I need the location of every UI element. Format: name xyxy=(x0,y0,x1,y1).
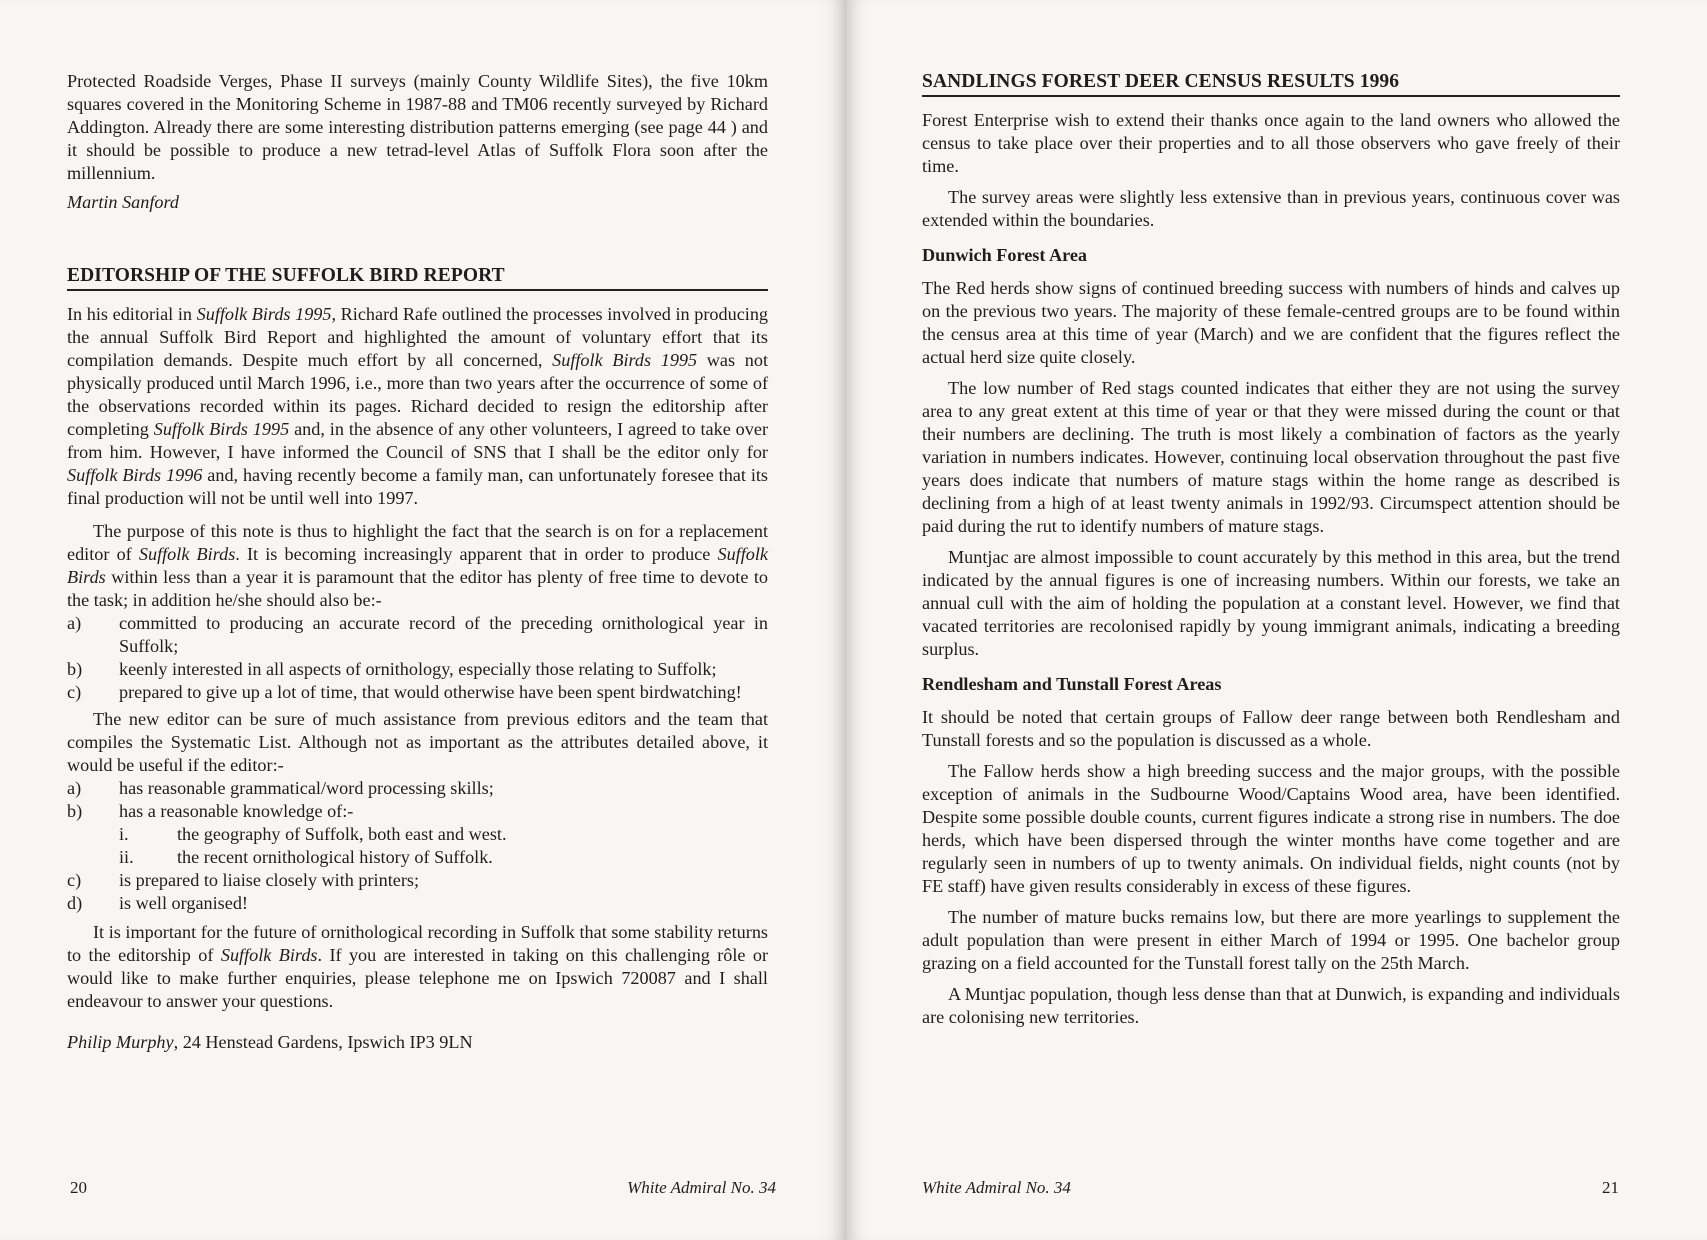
list-item xyxy=(67,777,768,800)
editorship-paragraph-1 xyxy=(67,303,768,510)
list-text: is well organised! xyxy=(119,893,248,913)
census-paragraph-7: The Fallow herds show a high breeding success and the major groups, with the possible exception of animals in the Sudbourne Wood/Captains Wood area, have been identified. Despite some possible double counts, current figures indicate a strong rise in numbers. The doe herds, which have been dispersed through the winter months have come together and are regularly seen in numbers of up to twenty animals. On individual fields, night counts (not by FE staff) have given results considerably in excess of these figures. xyxy=(922,761,1620,896)
sub-list-item xyxy=(67,823,768,846)
census-paragraph-8: The number of mature bucks remains low, but there are more yearlings to supplement the adult population than were present in either March of 1994 or 1995. One bachelor group grazing on a field accounted for the Tunstall forest tally on the 25th March. xyxy=(922,907,1620,973)
text-run: . It is becoming increasingly apparent that in order to produce xyxy=(235,544,718,564)
useful-skills-list xyxy=(67,777,768,915)
italic-title: Suffolk Birds 1995 xyxy=(153,419,290,439)
sub-list-item xyxy=(67,846,768,869)
intro-paragraph: Protected Roadside Verges, Phase II surveys (mainly County Wildlife Sites), the five 10km squares covered in the Monitoring Scheme in 1987-88 and TM06 recently surveyed by Richard Addington. Already there are some interesting distribution patterns emerging (see page 44 ) and it should be possible to produce a new tetrad-level Atlas of Suffolk Flora soon after the millennium. xyxy=(67,71,768,183)
list-text: keenly interested in all aspects of ornithology, especially those relating to Suffolk; xyxy=(119,659,717,679)
editorship-paragraph-2 xyxy=(67,520,768,612)
census-paragraph-2: The survey areas were slightly less extensive than in previous years, continuous cover was extended within the boundaries. xyxy=(922,187,1620,230)
journal-name-right: White Admiral No. 34 xyxy=(922,1178,1071,1197)
italic-title: Suffolk Birds xyxy=(220,945,318,965)
census-paragraph-4: The low number of Red stags counted indicates that either they are not using the survey area to any great extent at this time of year or that they were missed during the count or that their numbers are declining. The truth is most likely a combination of factors as the yearly variation in numbers indicates. However, continuing local observation throughout the past five years does indicate that numbers of mature stags within the home range as described is declining from a high of at least twenty animals in 1992/93. Circumspect attention should be paid during the rut to identify numbers of mature stags. xyxy=(922,378,1620,536)
list-text: the recent ornithological history of Suffolk. xyxy=(177,847,493,867)
text-run: , Richard Rafe outlined the processes involved in producing the annual Suffolk Bird Report and highlighted the amount of voluntary effort that its compilation demands. Despite much effort by all concerned, xyxy=(67,304,769,370)
list-text: the geography of Suffolk, both east and west. xyxy=(177,824,507,844)
list-marker: b) xyxy=(67,659,83,679)
list-marker: a) xyxy=(67,778,82,798)
list-text: prepared to give up a lot of time, that would otherwise have been spent birdwatching! xyxy=(119,682,742,702)
list-marker: a) xyxy=(67,613,82,633)
editorship-heading: EDITORSHIP OF THE SUFFOLK BIRD REPORT xyxy=(67,264,768,291)
italic-title: Suffolk Birds xyxy=(67,544,768,587)
list-item xyxy=(67,658,768,681)
list-text: has a reasonable knowledge of:- xyxy=(119,801,354,821)
list-text: is prepared to liaise closely with printers; xyxy=(119,870,420,890)
list-item xyxy=(67,800,768,823)
italic-title: Suffolk Birds xyxy=(138,544,236,564)
page-number-left: 20 xyxy=(70,1178,87,1197)
rendlesham-subheading: Rendlesham and Tunstall Forest Areas xyxy=(922,674,1222,694)
editorship-paragraph-3: The new editor can be sure of much assistance from previous editors and the team that compiles the Systematic List. Although not as important as the attributes detailed above, it would be useful if the editor:- xyxy=(67,709,768,775)
census-paragraph-9: A Muntjac population, though less dense than that at Dunwich, is expanding and individuals are colonising new territories. xyxy=(922,984,1620,1027)
editorship-signature xyxy=(67,1031,768,1054)
text-run: . If you are interested in taking on this challenging rôle or would like to make further enquiries, please telephone me on Ipswich 720087 and I shall endeavour to answer your questions. xyxy=(67,945,769,1011)
list-marker: ii. xyxy=(119,847,134,867)
list-marker: i. xyxy=(119,824,129,844)
text-run: within less than a year it is paramount that the editor has plenty of free time to devote to the task; in addition he/she should also be:- xyxy=(67,567,768,610)
signature-address: , 24 Henstead Gardens, Ipswich IP3 9LN xyxy=(173,1032,473,1052)
text-run: was not physically produced until March 1996, i.e., more than two years after the occurrence of some of the observations recorded within its pages. Richard decided to resign the editorship after completing xyxy=(67,350,768,439)
list-marker: c) xyxy=(67,870,82,890)
text-run: and, having recently become a family man, can unfortunately foresee that its final production will not be until well into 1997. xyxy=(67,465,768,508)
text-run: and, in the absence of any other volunteers, I agreed to take over from him. However, I have informed the Council of SNS that I shall be the editor only for xyxy=(67,419,769,462)
italic-title: Suffolk Birds 1995 xyxy=(552,350,698,370)
intro-signature: Martin Sanford xyxy=(67,192,179,212)
list-item xyxy=(67,869,768,892)
list-marker: d) xyxy=(67,893,83,913)
census-paragraph-3: The Red herds show signs of continued breeding success with numbers of hinds and calves up on the previous two years. The majority of these female-centred groups are to be found within the census area at this time of year (March) and we are confident that the figures reflect the actual herd size quite closely. xyxy=(922,278,1620,367)
text-run: In his editorial in xyxy=(67,304,197,324)
left-page-column xyxy=(67,70,768,1054)
list-marker: b) xyxy=(67,801,83,821)
journal-name-left: White Admiral No. 34 xyxy=(627,1178,776,1197)
page-number-right: 21 xyxy=(1602,1178,1619,1197)
italic-title: Suffolk Birds 1996 xyxy=(67,465,203,485)
text-run: It is important for the future of ornithological recording in Suffolk that some stability returns to the editorship of xyxy=(67,922,768,965)
list-item xyxy=(67,892,768,915)
requirements-list xyxy=(67,612,768,704)
deer-census-heading: SANDLINGS FOREST DEER CENSUS RESULTS 1996 xyxy=(922,70,1620,97)
text-run: The purpose of this note is thus to highlight the fact that the search is on for a replacement editor of xyxy=(67,521,768,564)
right-page-column xyxy=(922,70,1620,1029)
signature-name: Philip Murphy xyxy=(67,1032,174,1052)
list-item xyxy=(67,681,768,704)
census-paragraph-6: It should be noted that certain groups of Fallow deer range between both Rendlesham and Tunstall forests and so the population is discussed as a whole. xyxy=(922,707,1620,750)
list-text: committed to producing an accurate record of the preceding ornithological year in Suffolk; xyxy=(119,613,768,656)
list-text: has reasonable grammatical/word processing skills; xyxy=(119,778,494,798)
italic-title: Suffolk Birds 1995 xyxy=(196,304,332,324)
dunwich-subheading: Dunwich Forest Area xyxy=(922,245,1088,265)
list-marker: c) xyxy=(67,682,82,702)
editorship-paragraph-4 xyxy=(67,921,768,1013)
right-page xyxy=(846,0,1707,1240)
census-paragraph-5: Muntjac are almost impossible to count accurately by this method in this area, but the trend indicated by the annual figures is one of increasing numbers. Within our forests, we take an annual cull with the aim of holding the population at a constant level. However, we find that vacated territories are recolonised rapidly by young immigrant animals, indicating a breeding surplus. xyxy=(922,547,1620,659)
list-item xyxy=(67,612,768,658)
left-page xyxy=(0,0,846,1240)
census-paragraph-1: Forest Enterprise wish to extend their thanks once again to the land owners who allowed the census to take place over their properties and to all those observers who gave freely of their time. xyxy=(922,110,1620,176)
